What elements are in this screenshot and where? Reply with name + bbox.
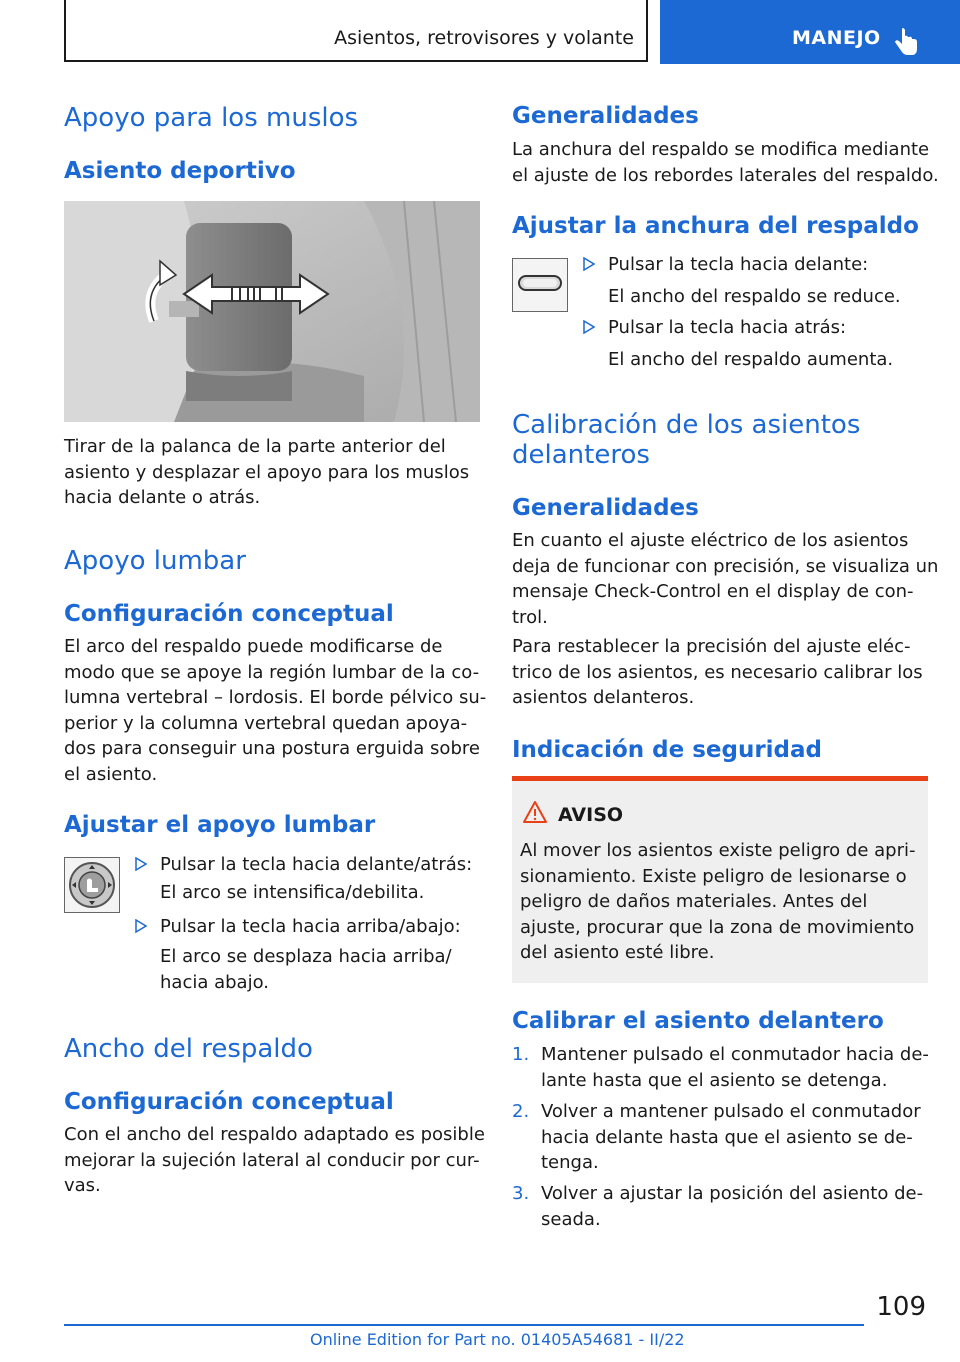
- page-number: 109: [876, 1292, 926, 1322]
- heading-lumbar-support: Apoyo lumbar: [64, 546, 246, 576]
- footer-divider: [64, 1324, 864, 1326]
- thigh-support-text: Tirar de la palanca de la parte anterior del asiento y desplazar el apoyo para los muslos hacia delante o atrás.: [64, 436, 470, 508]
- step-number: 2.: [512, 1101, 530, 1122]
- hand-pointer-icon: [893, 28, 919, 56]
- warning-title: AVISO: [558, 804, 624, 826]
- step-number: 1.: [512, 1044, 530, 1065]
- heading-general: Generalidades: [512, 103, 699, 129]
- bullet-triangle-icon: [582, 257, 596, 271]
- bullet-triangle-icon: [134, 857, 148, 871]
- heading-calibrate-seat: Calibrar el asiento delantero: [512, 1008, 884, 1034]
- warning-text: Al mover los asientos existe peligro de apri- sionamiento. Existe peligro de lesionarse o peligro de daños materiales. Antes del ajuste, procurar que la zona de movimiento del asiento esté libre.: [520, 840, 916, 963]
- heading-calib-general: Generalidades: [512, 495, 699, 521]
- section-title: Asientos, retrovisores y volante: [334, 27, 634, 49]
- edition-footer: Online Edition for Part no. 01405A54681 - II/22: [310, 1330, 685, 1349]
- width-switch-icon: [512, 258, 568, 312]
- lumbar-text: El arco del respaldo puede modificarse de modo que se apoye la región lumbar de la co- lumna vertebral – lordosis. El borde pélvico su- perior y la columna vertebral quedan apoya- dos para conseguir una postura erguida sobre el asiento.: [64, 636, 487, 785]
- heading-width-concept: Configuración conceptual: [64, 1089, 394, 1115]
- bullet-result: El ancho del respaldo se reduce.: [608, 286, 901, 307]
- step-text: Volver a mantener pulsado el conmutador hacia delante hasta que el asiento se de- tenga.: [541, 1101, 921, 1173]
- bullet-result: El ancho del respaldo aumenta.: [608, 349, 894, 370]
- calib-text-1: En cuanto el ajuste eléctrico de los asientos deja de funcionar con precisión, se visualiza un mensaje Check-Control en el display de con- trol.: [512, 530, 939, 628]
- bullet-result: El arco se desplaza hacia arriba/: [160, 946, 452, 967]
- page-header: [0, 0, 960, 66]
- bullet-triangle-icon: [582, 320, 596, 334]
- width-text: Con el ancho del respaldo adaptado es posible mejorar la sujeción lateral al conducir por cur- vas.: [64, 1124, 485, 1196]
- heading-sport-seat: Asiento deportivo: [64, 158, 296, 184]
- bullet-result: hacia abajo.: [160, 972, 269, 993]
- heading-adjust-lumbar: Ajustar el apoyo lumbar: [64, 812, 376, 838]
- heading-backrest-width: Ancho del respaldo: [64, 1034, 313, 1064]
- calib-text-2: Para restablecer la precisión del ajuste eléc- trico de los asientos, es necesario calibrar los asientos delanteros.: [512, 636, 923, 708]
- warning-triangle-icon: [522, 800, 548, 824]
- heading-safety: Indicación de seguridad: [512, 737, 823, 763]
- heading-calibration: Calibración de los asientos delanteros: [512, 410, 861, 470]
- heading-lumbar-concept: Configuración conceptual: [64, 601, 394, 627]
- chapter-title: MANEJO: [792, 27, 881, 49]
- general-text: La anchura del respaldo se modifica mediante el ajuste de los rebordes laterales del respaldo.: [512, 139, 939, 186]
- section-header: [64, 0, 648, 62]
- step-text: Volver a ajustar la posición del asiento de- seada.: [541, 1183, 924, 1230]
- lumbar-switch-icon: [64, 857, 120, 913]
- step-text: Mantener pulsado el conmutador hacia de- lante hasta que el asiento se detenga.: [541, 1044, 929, 1091]
- bullet-result: El arco se intensifica/debilita.: [160, 882, 425, 903]
- heading-adjust-width: Ajustar la anchura del respaldo: [512, 213, 919, 239]
- heading-thigh-support: Apoyo para los muslos: [64, 103, 359, 133]
- step-number: 3.: [512, 1183, 530, 1204]
- bullet-triangle-icon: [134, 919, 148, 933]
- thigh-support-photo: [64, 201, 480, 422]
